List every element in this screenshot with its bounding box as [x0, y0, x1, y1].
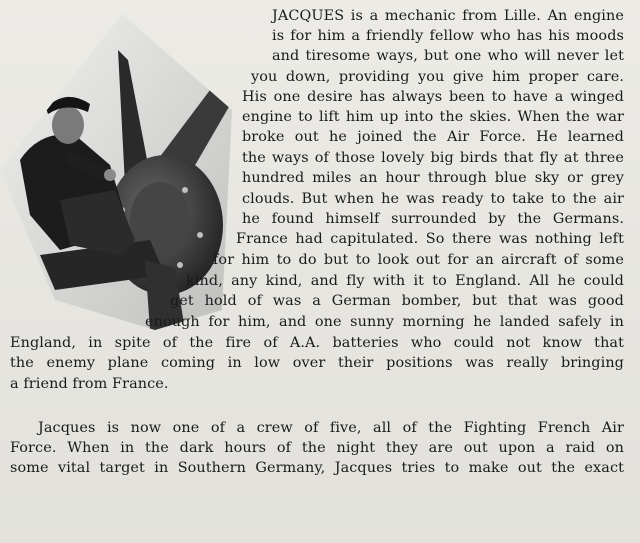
text-line: and tiresome ways, but one who will never let — [272, 48, 624, 64]
text-line: you down, providing you give him proper care. — [251, 69, 624, 85]
text-line: France had capitulated. So there was nothing left — [236, 231, 624, 247]
text-line: he found himself surrounded by the Germans. — [242, 211, 624, 227]
text-line: a friend from France. — [10, 376, 169, 392]
text-line: clouds. But when he was ready to take to the air — [242, 191, 624, 207]
text-line: broke out he joined the Air Force. He learned — [242, 129, 624, 145]
text-line: Jacques is now one of a crew of five, all of the Fighting French Air — [38, 420, 624, 436]
text-line: kind, any kind, and fly with it to England. All he could — [186, 273, 624, 289]
text-line: the ways of those lovely big birds that fly at three — [242, 150, 624, 166]
text-line: Force. When in the dark hours of the night they are out upon a raid on — [10, 440, 624, 456]
text-line: His one desire has always been to have a winged — [242, 89, 624, 105]
text-line: for him to do but to look out for an aircraft of some — [213, 252, 624, 268]
text-line: get hold of was a German bomber, but that was good — [170, 293, 624, 309]
text-line: England, in spite of the fire of A.A. batteries who could not know that — [10, 335, 624, 351]
text-line: the enemy plane coming in low over their positions was really bringing — [10, 355, 624, 371]
text-line: hundred miles an hour through blue sky or grey — [242, 170, 624, 186]
text-line: engine to lift him up into the skies. When the war — [242, 109, 624, 125]
text-line: some vital target in Southern Germany, Jacques tries to make out the exact — [10, 460, 624, 476]
text-line: is for him a friendly fellow who has his moods — [272, 28, 624, 44]
text-line: JACQUES is a mechanic from Lille. An engine — [272, 8, 624, 24]
text-line: enough for him, and one sunny morning he landed safely in — [145, 314, 624, 330]
